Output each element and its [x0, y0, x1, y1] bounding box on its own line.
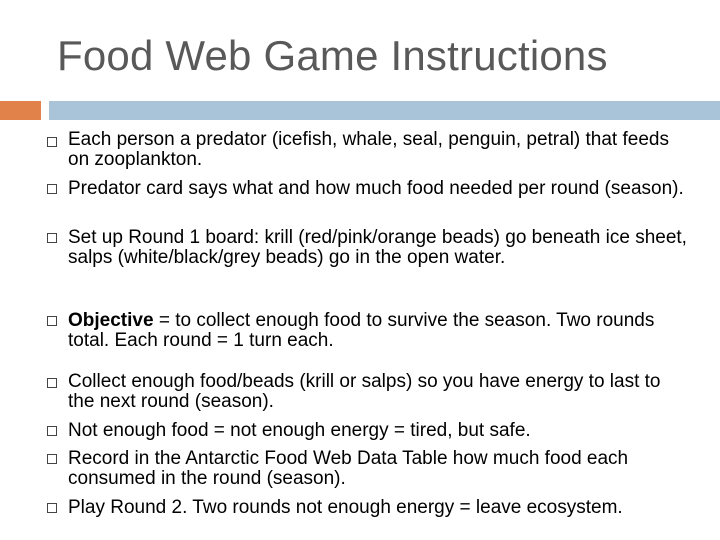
slide-title: Food Web Game Instructions	[57, 32, 608, 79]
bullet-text	[68, 311, 688, 351]
bullet-text: Record in the Antarctic Food Web Data Table how much food each consumed in the round (season).	[68, 448, 629, 489]
bullet-text: Each person a predator (icefish, whale, seal, penguin, petral) that feeds on zooplankton.	[68, 129, 669, 170]
square-bullet-icon	[47, 454, 57, 464]
square-bullet-icon	[47, 503, 57, 513]
bullet-text: Set up Round 1 board: krill (red/pink/orange beads) go beneath ice sheet, salps (white/black/grey beads) go in the open water.	[68, 227, 687, 268]
bullet-text: Play Round 2. Two rounds not enough energy = leave ecosystem.	[68, 497, 623, 518]
square-bullet-icon	[47, 137, 57, 147]
bullet-text: Predator card says what and how much food needed per round (season).	[68, 178, 684, 199]
square-bullet-icon	[47, 378, 57, 388]
objective-text: = to collect enough food to survive the season. Two rounds total. Each round = 1 turn each.	[68, 310, 655, 351]
square-bullet-icon	[47, 233, 57, 243]
square-bullet-icon	[47, 426, 57, 436]
square-bullet-icon	[47, 316, 57, 326]
bullet-text: Not enough food = not enough energy = tired, but safe.	[68, 420, 531, 441]
objective-label: Objective	[68, 310, 154, 331]
bullet-text: Collect enough food/beads (krill or salps) so you have energy to last to the next round (season).	[68, 371, 661, 412]
square-bullet-icon	[47, 184, 57, 194]
